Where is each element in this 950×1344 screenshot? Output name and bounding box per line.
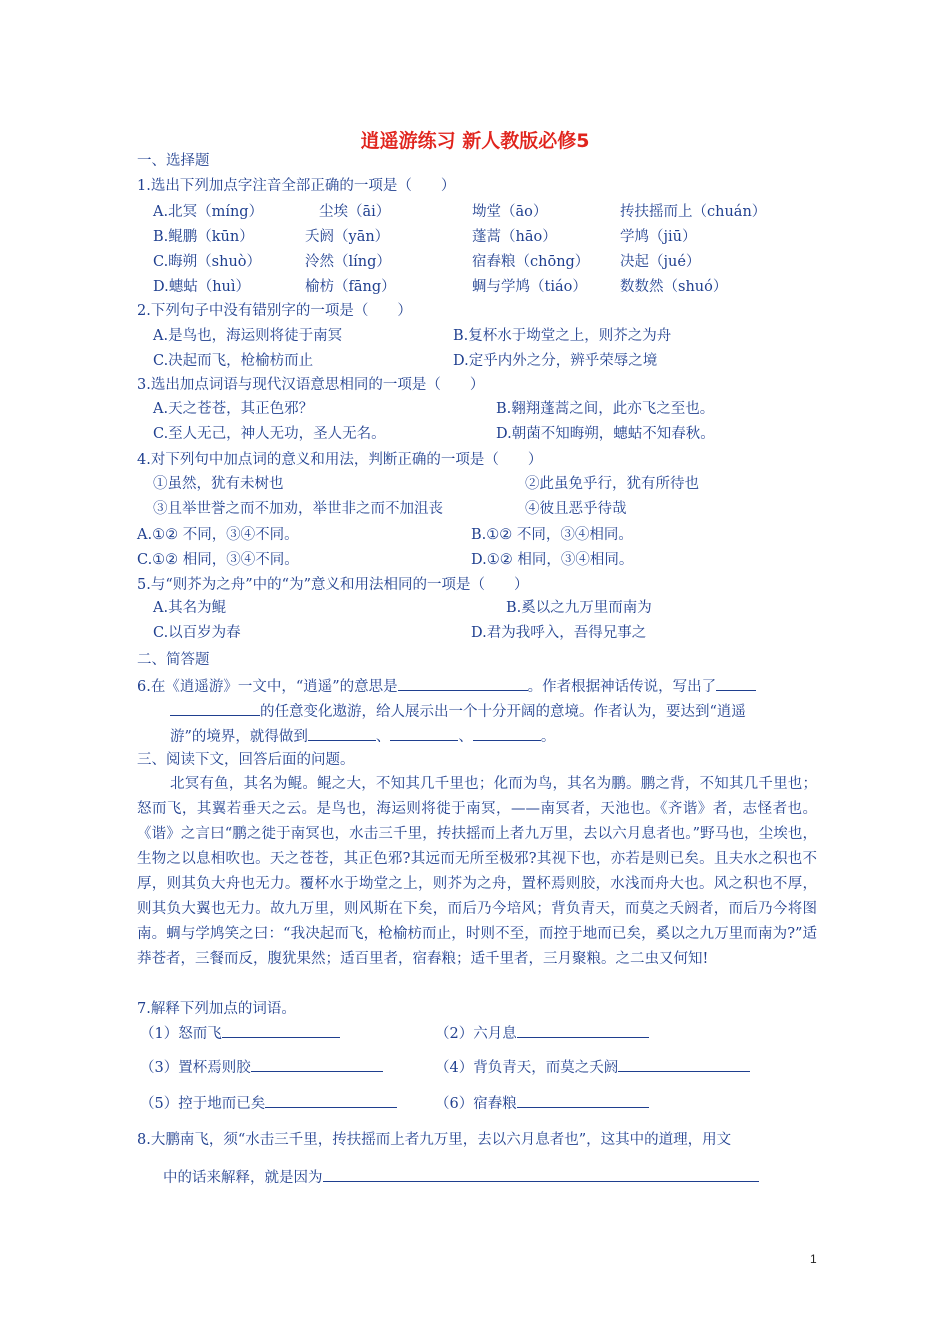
q2-option-b: B.复杯水于坳堂之上，则芥之为舟 — [453, 328, 672, 344]
q7-answer-2[interactable] — [517, 1023, 649, 1038]
section-heading-choice: 一、选择题 — [137, 153, 210, 169]
q4-option-b: B.①② 不同，③④相同。 — [471, 527, 633, 543]
q4-sentence-2: ②此虽免乎行，犹有所待也 — [525, 476, 699, 492]
q3-option-b: B.翱翔蓬蒿之间，此亦飞之至也。 — [496, 401, 715, 417]
q6-text: 。作者根据神话传说，写出了 — [527, 679, 717, 695]
q4-option-c: C.①② 相同，③④不同。 — [137, 552, 299, 568]
q6-end: 。 — [540, 729, 556, 745]
q6-blank-2b[interactable] — [170, 701, 260, 716]
q5-option-d: D.君为我呼入，吾得兄事之 — [471, 625, 647, 641]
q8-line-2 — [163, 1167, 759, 1188]
q6-blank-5[interactable] — [473, 726, 541, 741]
q2-option-d: D.定乎内外之分，辨乎荣辱之境 — [453, 353, 658, 369]
q1-stem: 1.选出下列加点字注音全部正确的一项是（ ） — [137, 178, 456, 194]
q7-term: （1）怒而飞 — [140, 1026, 222, 1042]
q5-option-b: B.奚以之九万里而南为 — [506, 600, 652, 616]
q5-option-a: A.其名为鲲 — [153, 600, 227, 616]
q2-option-a: A.是鸟也，海运则将徒于南冥 — [153, 328, 343, 344]
q4-option-a: A.①② 不同，③④不同。 — [137, 527, 299, 543]
q7-answer-6[interactable] — [517, 1093, 649, 1108]
q7-answer-1[interactable] — [222, 1023, 340, 1038]
q6-text: 6.在《逍遥游》一文中，“逍遥”的意思是 — [137, 679, 398, 695]
q7-item-1 — [140, 1023, 340, 1044]
q7-term: （5）控于地而已矣 — [140, 1096, 266, 1112]
q6-line-2 — [170, 701, 746, 722]
q3-option-a: A.天之苍苍，其正色邪？ — [153, 401, 314, 417]
q6-separator: 、 — [375, 729, 391, 745]
q1-option-cell: C.晦朔（shuò） — [153, 254, 262, 270]
q4-sentence-3: ③且举世誉之而不加劝，举世非之而不加沮丧 — [153, 501, 443, 517]
q8-line-1: 8.大鹏南飞，须“水击三千里，抟扶摇而上者九万里，去以六月息者也”，这其中的道理，用文 — [137, 1132, 732, 1148]
q3-option-c: C.至人无己，神人无功，圣人无名。 — [153, 426, 386, 442]
q1-option-cell: A.北冥（míng） — [153, 204, 264, 220]
q1-option-cell: 抟扶摇而上（chuán） — [620, 204, 767, 220]
q2-option-c: C.决起而飞，枪榆枋而止 — [153, 353, 314, 369]
q7-item-3 — [140, 1057, 383, 1078]
q6-line-1 — [137, 676, 756, 697]
page-number: 1 — [810, 1252, 817, 1266]
q7-stem: 7.解释下列加点的词语。 — [137, 1001, 296, 1017]
q7-term: （3）置杯焉则胶 — [140, 1060, 251, 1076]
q7-item-2 — [435, 1023, 649, 1044]
q1-option-cell: 蜩与学鸠（tiáo） — [472, 279, 587, 295]
q8-answer[interactable] — [323, 1167, 759, 1182]
q1-option-cell: 榆枋（fāng） — [305, 279, 396, 295]
q6-separator: 、 — [458, 729, 473, 745]
q5-option-c: C.以百岁为春 — [153, 625, 241, 641]
q3-option-d: D.朝菌不知晦朔，蟪蛄不知春秋。 — [496, 426, 715, 442]
page-title: 逍遥游练习 新人教版必修5 — [360, 130, 590, 152]
q6-blank-4[interactable] — [390, 726, 458, 741]
q1-option-cell: 决起（jué） — [620, 254, 701, 270]
q7-term: （6）宿舂粮 — [435, 1096, 517, 1112]
q1-option-cell: 数数然（shuó） — [620, 279, 728, 295]
q7-term: （2）六月息 — [435, 1026, 517, 1042]
section-heading-reading: 三、阅读下文，回答后面的问题。 — [137, 752, 355, 768]
q4-sentence-1: ①虽然，犹有未树也 — [153, 476, 284, 492]
q4-sentence-4: ④彼且恶乎待哉 — [525, 501, 627, 517]
q1-option-cell: 学鸠（jiū） — [620, 229, 697, 245]
q6-blank-3[interactable] — [308, 726, 376, 741]
q4-stem: 4.对下列句中加点词的意义和用法，判断正确的一项是（ ） — [137, 452, 543, 468]
q4-option-d: D.①② 相同，③④相同。 — [471, 552, 634, 568]
q6-line-3 — [170, 726, 555, 747]
q2-stem: 2.下列句子中没有错别字的一项是（ ） — [137, 303, 412, 319]
q1-option-cell: 夭阏（yān） — [305, 229, 390, 245]
q7-term: （4）背负青天，而莫之夭阏 — [435, 1060, 619, 1076]
section-heading-short-answer: 二、简答题 — [137, 652, 210, 668]
q7-item-5 — [140, 1093, 397, 1114]
q7-item-6 — [435, 1093, 649, 1114]
q1-option-cell: 宿舂粮（chōng） — [472, 254, 590, 270]
q1-option-cell: 泠然（líng） — [305, 254, 391, 270]
q7-answer-3[interactable] — [251, 1057, 383, 1072]
q1-option-cell: 尘埃（āi） — [319, 204, 391, 220]
q1-option-cell: 坳堂（āo） — [472, 204, 548, 220]
q1-option-cell: B.鲲鹏（kūn） — [153, 229, 254, 245]
reading-passage: 北冥有鱼，其名为鲲。鲲之大，不知其几千里也；化而为鸟，其名为鹏。鹏之背，不知其几千里也；怒而飞，其翼若垂天之云。是鸟也，海运则将徙于南冥，——南冥者，天池也。《齐谐》者，志怪者也。《谐》之言曰“鹏之徙于南冥也，水击三千里，抟扶摇而上者九万里，去以六月息者也。”野马也，尘埃也，生物之以息相吹也。天之苍苍，其正色邪?其远而无所至极邪?其视下也，亦若是则已矣。且夫水之积也不厚，则其负大舟也无力。覆杯水于坳堂之上，则芥为之舟，置杯焉则胶，水浅而舟大也。风之积也不厚，则其负大翼也无力。故九万里，则风斯在下矣，而后乃今培风；背负青天，而莫之夭阏者，而后乃今将图南。蜩与学鸠笑之曰：“我决起而飞，枪榆枋而止，时则不至，而控于地而已矣，奚以之九万里而南为?”适莽苍者，三餐而反，腹犹果然；适百里者，宿舂粮；适千里者，三月聚粮。之二虫又何知! — [137, 776, 817, 967]
q6-text: 游”的境界，就得做到 — [170, 729, 308, 745]
q3-stem: 3.选出加点词语与现代汉语意思相同的一项是（ ） — [137, 377, 485, 393]
q6-text: 的任意变化遨游，给人展示出一个十分开阔的意境。作者认为，要达到“逍遥 — [260, 704, 746, 720]
q6-blank-2a[interactable] — [716, 676, 756, 691]
q7-answer-5[interactable] — [265, 1093, 397, 1108]
q1-option-cell: 蓬蒿（hāo） — [472, 229, 557, 245]
q7-answer-4[interactable] — [618, 1057, 750, 1072]
q5-stem: 5.与“则芥为之舟”中的“为”意义和用法相同的一项是（ ） — [137, 577, 529, 593]
q6-blank-1[interactable] — [398, 676, 528, 691]
q8-text: 中的话来解释，就是因为 — [163, 1170, 323, 1186]
q1-option-cell: D.蟪蛄（huì） — [153, 279, 251, 295]
q7-item-4 — [435, 1057, 750, 1078]
